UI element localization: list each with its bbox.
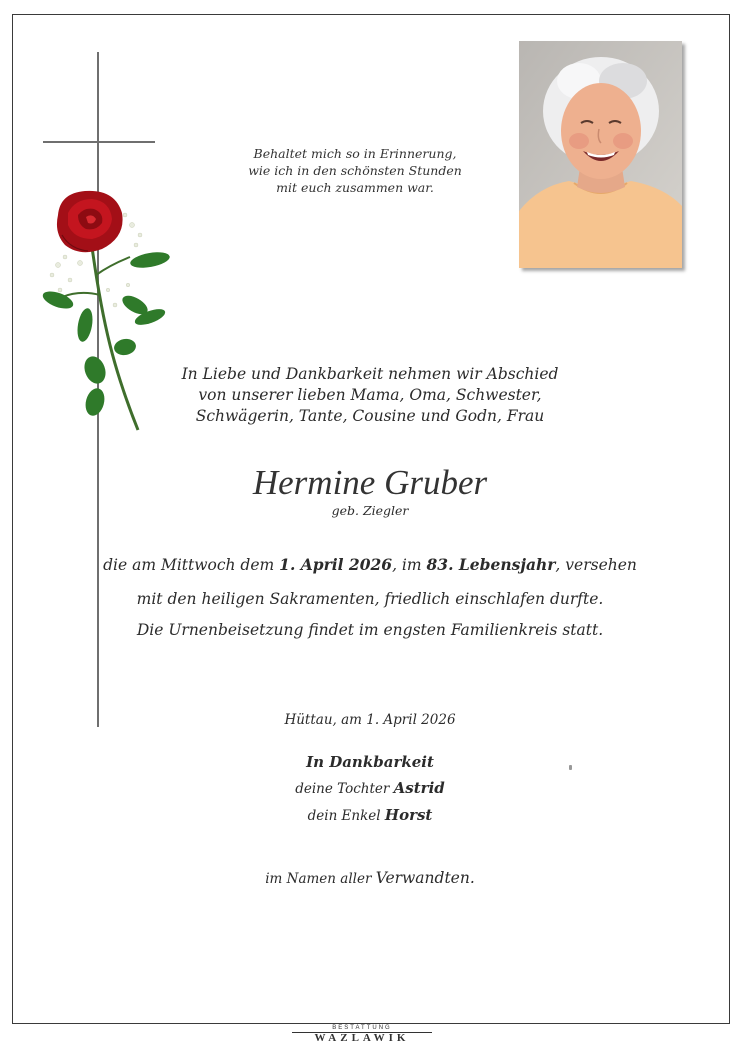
- death-line: die am Mittwoch dem 1. April 2026, im 83. Lebensjahr, versehen: [103, 555, 637, 574]
- death-age: 83. Lebensjahr: [426, 555, 556, 574]
- death-line: mit den heiligen Sakramenten, friedlich einschlafen durfte.: [136, 590, 604, 608]
- mourner-line: dein Enkel Horst: [307, 806, 433, 824]
- portrait-photo: [519, 41, 682, 268]
- intro-line: von unserer lieben Mama, Oma, Schwester,: [198, 386, 542, 404]
- quote-line: Behaltet mich so in Erinnerung,: [253, 146, 457, 161]
- funeral-home-logo: [292, 1024, 432, 1043]
- mourner-name: Astrid: [393, 779, 445, 797]
- logo-top-text: BESTATTUNG: [332, 1025, 392, 1031]
- urn-burial-note: Die Urnenbeisetzung findet im engsten Familienkreis statt.: [136, 621, 604, 639]
- relatives-line: im Namen aller Verwandten.: [265, 869, 475, 887]
- mourner-name: Horst: [384, 806, 433, 824]
- death-announcement: [80, 548, 660, 616]
- place-and-date: Hüttau, am 1. April 2026: [284, 712, 456, 728]
- deceased-name: Hermine Gruber: [252, 463, 488, 502]
- death-date: 1. April 2026: [279, 555, 393, 574]
- memorial-quote: [230, 145, 480, 196]
- scan-speck: [569, 765, 572, 770]
- quote-line: mit euch zusammen war.: [276, 180, 434, 195]
- intro-line: Schwägerin, Tante, Cousine und Godn, Frau: [195, 407, 545, 425]
- signature-heading: In Dankbarkeit: [306, 753, 434, 771]
- logo-name-text: WAZLAWIK: [292, 1032, 432, 1043]
- mourner-line: deine Tochter Astrid: [295, 779, 445, 797]
- quote-line: wie ich in den schönsten Stunden: [248, 163, 462, 178]
- intro-line: In Liebe und Dankbarkeit nehmen wir Abschied: [181, 365, 559, 383]
- farewell-intro: [120, 364, 620, 427]
- birth-name: geb. Ziegler: [331, 503, 409, 518]
- signature-block: [220, 749, 520, 829]
- cross-horizontal-bar: [43, 141, 155, 143]
